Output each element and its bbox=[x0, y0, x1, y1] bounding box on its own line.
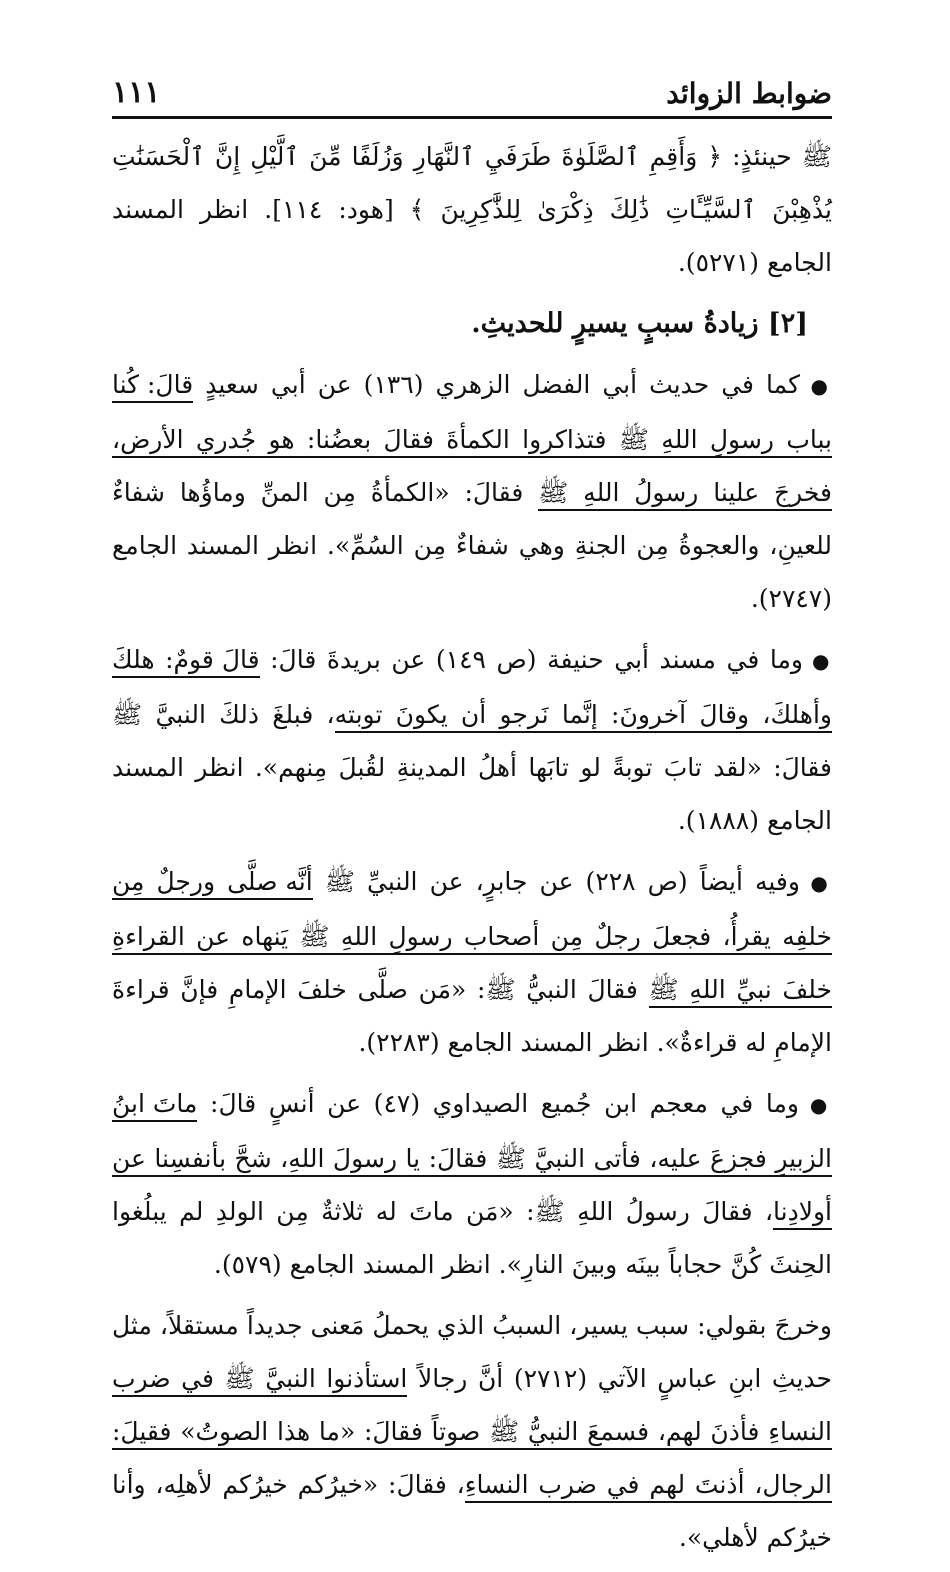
heading-text: [٢] زيادةُ سببٍ يسيرٍ للحديثِ. bbox=[471, 308, 808, 339]
underlined-additional-text: قالَ قومٌ: هلكَ وأهلكَ، وقالَ آخرونَ: إنَّما نَرجو أن يكونَ توبته bbox=[112, 645, 832, 733]
page-body bbox=[112, 130, 832, 1572]
paragraph-text: وخرجَ بقولي: سبب يسير، السببُ الذي يحملُ مَعنى جديداً مستقلاً، مثل حديثِ ابنِ عباسٍ الآتي (٢٧١٢) أنَّ رجالاً bbox=[112, 1311, 833, 1393]
paragraph-text: ﷺ حينئذٍ: ﴿ وَأَقِمِ ٱلصَّلَوٰةَ طَرَفَيِ ٱلنَّهَارِ وَزُلَفًا مِّنَ ٱلَّيْلِ إِنَّ ٱلْحَسَنَٰتِ يُذْهِبْنَ ٱلسَّيِّـَٔاتِ ذَٰلِكَ ذِكْرَىٰ لِلذَّٰكِرِينَ ﴾ [هود: ١١٤]. انظر المسند الجامع (٥٢٧١). bbox=[112, 142, 832, 277]
hadith-example-4 bbox=[112, 1077, 832, 1291]
section-heading bbox=[112, 297, 832, 350]
paragraph-text: ، فقالَ: «خيرُكم خيرُكم لأهلِه، وأنا خيرُكم لأهلي». bbox=[112, 1470, 832, 1552]
paragraph-continuation bbox=[112, 130, 832, 289]
underlined-additional-text: قالَ: كُنا بباب رسولِ اللهِ ﷺ فتذاكروا الكمأةَ فقالَ بعضُنا: هو جُدري الأرض، فخرجَ علينا رسولُ اللهِ ﷺ bbox=[112, 370, 832, 511]
paragraph-text: وما في مسند أبي حنيفة (ص ١٤٩) عن بريدةَ قالَ: bbox=[259, 645, 803, 674]
paragraph-text: ، فقالَ رسولُ اللهِ ﷺ: «مَن ماتَ له ثلاثةٌ مِن الولدِ لم يبلُغوا الحِنثَ كُنَّ حجاباً بينَه وبينَ النارِ». انظر المسند الجامع (٥٧٩). bbox=[112, 1197, 832, 1279]
paragraph-text: فقالَ النبيُّ ﷺ: «مَن صلَّى خلفَ الإمامِ فإنَّ قراءةَ الإمامِ له قراءةٌ». انظر المسند الجامع (٢٢٨٣). bbox=[112, 975, 832, 1057]
page-header bbox=[112, 70, 832, 119]
underlined-additional-text: ماتَ ابنُ الزبيرِ فجزعَ عليه، فأتى النبيَّ ﷺ فقالَ: يا رسولَ اللهِ، شحَّ بأنفسِنا عن أولادِنا bbox=[112, 1089, 832, 1230]
paragraph-text: ، فبلغَ ذلكَ النبيَّ ﷺ فقالَ: «لقد تابَ توبةً لو تابَها أهلُ المدينةِ لقُبلَ مِنهم». انظر المسند الجامع (١٨٨٨). bbox=[112, 700, 832, 835]
hadith-example-2 bbox=[112, 633, 832, 847]
running-title: ضوابط الزوائد bbox=[666, 77, 832, 110]
paragraph-text: وما في معجم ابن جُميع الصيداوي (٤٧) عن أنسٍ قالَ: bbox=[197, 1089, 799, 1118]
hadith-example-3 bbox=[112, 855, 832, 1069]
hadith-example-1 bbox=[112, 358, 832, 625]
paragraph-text: وفيه أيضاً (ص ٢٢٨) عن جابرٍ، عن النبيِّ ﷺ bbox=[312, 867, 800, 896]
page-number: ١١١ bbox=[112, 75, 161, 110]
paragraph-text: كما في حديث أبي الفضل الزهري (١٣٦) عن أبي سعيدٍ bbox=[193, 370, 801, 399]
paragraph-text: فقالَ: «الكمأةُ مِن المنِّ وماؤُها شفاءٌ للعينِ، والعجوةُ مِن الجنةِ وهي شفاءٌ مِن السُمِّ». انظر المسند الجامع (٢٧٤٧). bbox=[112, 478, 832, 613]
underlined-additional-text: استأذنوا النبيَّ ﷺ في ضرب النساءِ فأذنَ لهم، فسمعَ النبيُّ ﷺ صوتاً فقالَ: «ما هذا الصوتُ» فقيلَ: الرجال، أذنتَ لهم في ضرب النساءِ bbox=[112, 1364, 832, 1503]
exclusion-paragraph bbox=[112, 1299, 832, 1564]
underlined-additional-text: أنَّه صلَّى ورجلٌ مِن خلفِه يقرأُ، فجعلَ رجلٌ مِن أصحاب رسولِ اللهِ ﷺ يَنهاه عن القراءةِ خلفَ نبيِّ اللهِ ﷺ bbox=[112, 867, 832, 1008]
